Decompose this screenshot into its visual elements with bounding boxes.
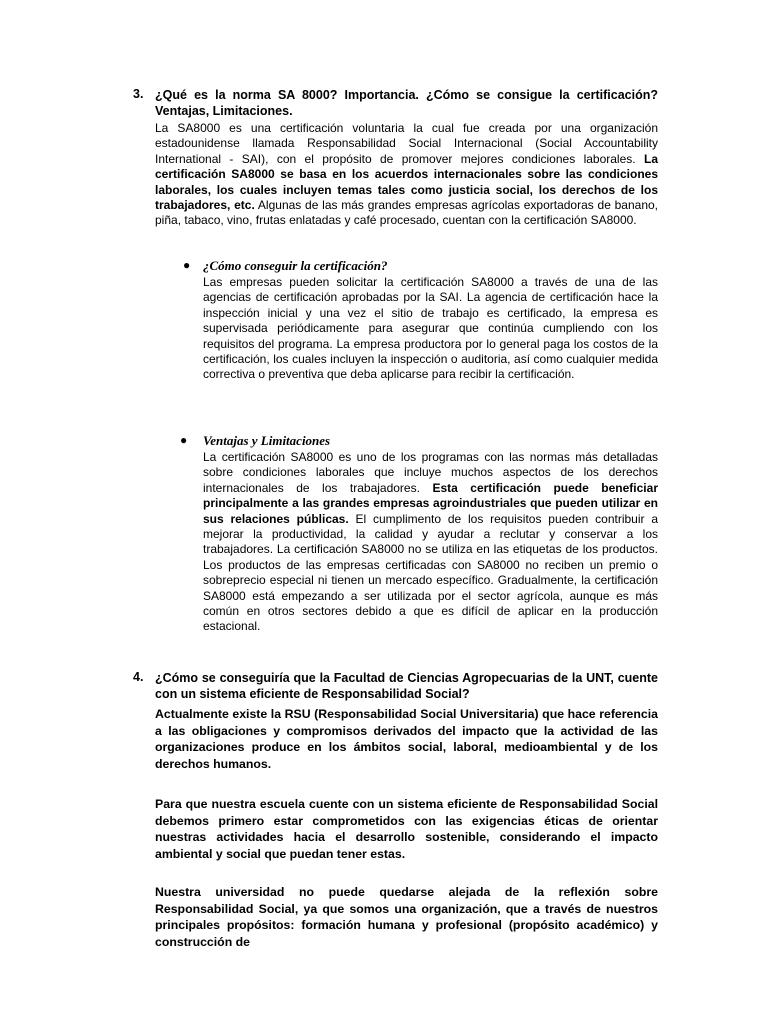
bullet-1-text: Las empresas pueden solicitar la certificación SA8000 a través de una de las agencias de certificación aprobadas por la SAI. La agencia de certificación hace la inspección inicial y una vez el sitio de trabajo es certificado, la empresa es supervisada periódicamente para asegurar que continúa cumpliendo con los requisitos del programa. La empresa productora por lo general paga los costos de la certificación, los cuales incluyen la inspección o auditoria, así como cualquier medida correctiva o preventiva que deba aplicarse para recibir la certificación. [203, 275, 658, 382]
bullet-2-bold-text: Esta certificación puede beneficiar principalmente a las grandes empresas agroindustriales que pueden utilizar en sus relaciones públicas. [203, 480, 658, 526]
answer-text: Algunas de las más grandes empresas agrícolas exportadoras de banano, piña, tabaco, vino, frutas enlatadas y café procesado, cuentan con la certificación SA8000. [155, 198, 659, 228]
question-4-paragraph-2: Para que nuestra escuela cuente con un sistema eficiente de Responsabilidad Social debemos primero estar comprometidos con las exigencias éticas de orientar nuestras actividades hacia el desarrollo sostenible, considerando el impacto ambiental y social que puedan tener estas. [155, 797, 658, 861]
question-4-paragraph-3: Nuestra universidad no puede quedarse alejada de la reflexión sobre Responsabilidad Social, ya que somos una organización, que a través de nuestros principales propósitos: formación humana y profesional (propósito académico) y construcción de [155, 885, 658, 949]
question-4-number: 4. [133, 670, 144, 684]
bullet-icon: ● [180, 433, 188, 447]
bullet-icon: ● [183, 258, 191, 272]
answer-bold-text: La certificación SA8000 se basa en los acuerdos internacionales sobre las condiciones laborales, los cuales incluyen temas tales como justicia social, los derechos de los trabajadores, etc. [155, 151, 658, 213]
question-3-number: 3. [133, 87, 144, 101]
question-3-title: ¿Qué es la norma SA 8000? Importancia. ¿Cómo se consigue la certificación? Ventajas, Limitaciones. [155, 88, 658, 118]
bullet-1-title: ¿Cómo conseguir la certificación? [203, 258, 388, 273]
bullet-2-text-a: La certificación SA8000 es uno de los programas con las normas más detalladas sobre condiciones laborales que incluye muchos aspectos de los derechos internacionales de los trabajadores. [203, 450, 658, 495]
bullet-2-text [203, 450, 658, 635]
question-4-title: ¿Cómo se conseguiría que la Facultad de Ciencias Agropecuarias de la UNT, cuente con un sistema eficiente de Responsabilidad Social? [155, 671, 658, 701]
bullet-2-text-c: El cumplimento de los requisitos pueden contribuir a mejorar la productividad, la calidad y ayudar a reclutar y conservar a los trabajadores. La certificación SA8000 no se utiliza en las etiquetas de los productos. Los productos de las empresas certificadas con SA8000 no reciben un premio o sobreprecio especial ni tienen un mercado específico. Gradualmente, la certificación SA8000 está empezando a ser utilizada por el sector agrícola, aunque es más común en otros sectores debido a que es difícil de aplicar en la producción estacional. [203, 511, 658, 634]
question-3-answer [155, 121, 658, 229]
question-4-paragraph-1: Actualmente existe la RSU (Responsabilidad Social Universitaria) que hace referencia a las obligaciones y compromisos derivados del impacto que la actividad de las organizaciones produce en los ámbitos social, laboral, medioambiental y de los derechos humanos. [155, 707, 658, 771]
answer-text: La SA8000 es una certificación voluntaria la cual fue creada por una organización estadounidense llamada Responsabilidad Social Internacional (Social Accountability International - SAI), con el propósito de promover mejores condiciones laborales. [155, 121, 658, 166]
bullet-2-title: Ventajas y Limitaciones [203, 433, 331, 448]
